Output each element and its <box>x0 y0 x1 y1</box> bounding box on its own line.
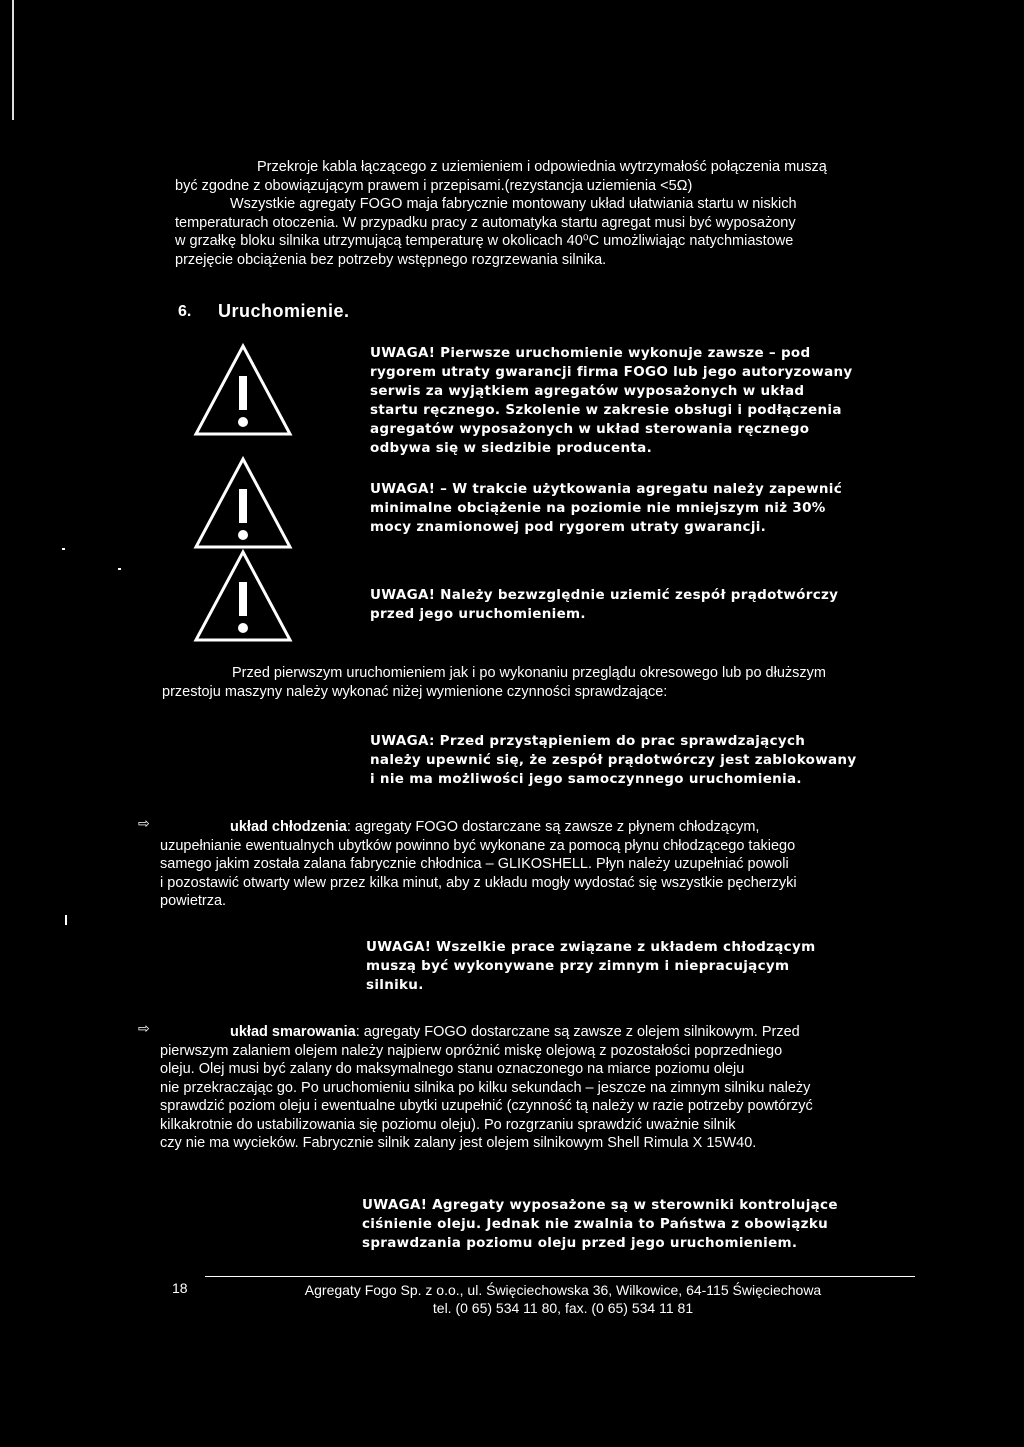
warning-line: przed jego uruchomieniem. <box>370 606 586 622</box>
cooling-paragraph <box>160 818 895 911</box>
before-start-paragraph <box>162 664 872 701</box>
scan-speck <box>65 915 67 925</box>
note-safety-lock <box>370 732 875 789</box>
warning-text-grounding <box>370 586 875 624</box>
note-line: muszą być wykonywane przy zimnym i niepracującym <box>366 958 790 974</box>
section-title: Uruchomienie. <box>218 301 350 321</box>
warning-line: minimalne obciążenie na poziomie nie mniejszym niż 30% <box>370 500 826 516</box>
cooling-first-rest: : agregaty FOGO dostarczane są zawsze z płynem chłodzącym, <box>346 819 760 835</box>
footer-address <box>258 1281 868 1317</box>
lubrication-heading: układ smarowania <box>230 1024 356 1040</box>
scan-edge-line <box>12 0 14 120</box>
lubrication-line: pierwszym zalaniem olejem należy najpierw opróżnić miskę olejową z pozostałości poprzedniego <box>160 1042 783 1059</box>
note-line: i nie ma możliwości jego samoczynnego uruchomienia. <box>370 771 802 787</box>
footer-address-line: Agregaty Fogo Sp. z o.o., ul. Święciechowska 36, Wilkowice, 64-115 Święciechowa <box>304 1282 822 1298</box>
intro-line: Wszystkie agregaty FOGO maja fabrycznie montowany układ ułatwiania startu w niskich <box>230 196 797 212</box>
section-number: 6. <box>178 303 192 320</box>
intro-paragraph <box>175 158 910 269</box>
note-line: silniku. <box>366 977 424 993</box>
warning-text-min-load <box>370 480 875 537</box>
note-line: należy upewnić się, że zespół prądotwórczy jest zablokowany <box>370 752 857 768</box>
warning-line: agregatów wyposażonych w układ sterowania ręcznego <box>370 421 810 437</box>
footer-address-line: tel. (0 65) 534 11 80, fax. (0 65) 534 11 81 <box>432 1300 694 1316</box>
warning-line: odbywa się w siedzibie producenta. <box>370 440 653 456</box>
note-cooling-cold-engine <box>366 938 871 995</box>
arrow-right-icon: ⇨ <box>138 815 150 831</box>
warning-line: serwis za wyjątkiem agregatów wyposażonych w układ <box>370 383 805 399</box>
arrow-right-icon: ⇨ <box>138 1020 150 1036</box>
warning-triangle-icon <box>192 548 294 644</box>
lubrication-line: nie przekraczając go. Po uruchomieniu silnika po kilku sekundach – jeszcze na zimnym silniku należy <box>160 1079 811 1096</box>
cooling-heading: układ chłodzenia <box>230 819 347 835</box>
lubrication-line: sprawdzić poziom oleju i ewentualne ubytki uzupełnić (czynność tą należy w razie potrzeby powtórzyć <box>160 1098 813 1114</box>
note-line: UWAGA: Przed przystąpieniem do prac sprawdzających <box>370 733 806 749</box>
cooling-line: uzupełnianie ewentualnych ubytków powinno być wykonane za pomocą płynu chłodzącego takiego <box>160 837 796 854</box>
cooling-first-line <box>160 818 895 837</box>
warning-line: UWAGA! – W trakcie użytkowania agregatu należy zapewnić <box>370 481 843 497</box>
intro-line: Przekroje kabla łączącego z uziemieniem i odpowiednia wytrzymałość połączenia muszą <box>257 159 827 175</box>
cooling-line: samego jakim została zalana fabrycznie chłodnica – GLIKOSHELL. Płyn należy uzupełniać powoli <box>160 856 789 872</box>
page-number: 18 <box>172 1280 188 1296</box>
lubrication-line: czy nie ma wycieków. Fabrycznie silnik zalany jest olejem silnikowym Shell Rimula X 15W40. <box>160 1135 757 1151</box>
lubrication-paragraph <box>160 1023 895 1153</box>
note-line: ciśnienie oleju. Jednak nie zwalnia to Państwa z obowiązku <box>362 1216 829 1232</box>
cooling-line: i pozostawić otwarty wlew przez kilka minut, aby z układu mogły wydostać się wszystkie pęcherzyki <box>160 874 797 891</box>
warning-line: mocy znamionowej pod rygorem utraty gwarancji. <box>370 519 767 535</box>
warning-line: rygorem utraty gwarancji firma FOGO lub jego autoryzowany <box>370 364 853 380</box>
intro-line: temperaturach otoczenia. W przypadku pracy z automatyka startu agregat musi być wyposażony <box>175 214 796 231</box>
warning-text-first-start <box>370 344 875 458</box>
warning-triangle-icon <box>192 455 294 551</box>
scan-speck <box>62 548 65 550</box>
note-oil-pressure <box>362 1196 872 1253</box>
warning-line: startu ręcznego. Szkolenie w zakresie obsługi i podłączenia <box>370 402 842 418</box>
scan-speck <box>118 568 121 570</box>
intro-line: w grzałkę bloku silnika utrzymującą temperaturę w okolicach 40⁰C umożliwiając natychmiastowe <box>175 233 794 249</box>
intro-line: przejęcie obciążenia bez potrzeby wstępnego rozgrzewania silnika. <box>175 251 607 268</box>
warning-line: UWAGA! Pierwsze uruchomienie wykonuje zawsze – pod <box>370 345 811 361</box>
warning-line: UWAGA! Należy bezwzględnie uziemić zespół prądotwórczy <box>370 587 839 603</box>
before-start-line: Przed pierwszym uruchomieniem jak i po wykonaniu przeglądu okresowego lub po dłuższym <box>232 665 826 681</box>
before-start-line: przestoju maszyny należy wykonać niżej wymienione czynności sprawdzające: <box>162 683 668 700</box>
note-line: sprawdzania poziomu oleju przed jego uruchomieniem. <box>362 1235 798 1251</box>
lubrication-first-rest: : agregaty FOGO dostarczane są zawsze z olejem silnikowym. Przed <box>355 1024 800 1040</box>
footer-rule <box>205 1276 915 1277</box>
lubrication-line: kilkakrotnie do ustabilizowania się poziomu oleju). Po rozgrzaniu sprawdzić uważnie silnik <box>160 1116 736 1133</box>
intro-line: być zgodne z obowiązującym prawem i przepisami.(rezystancja uziemienia <5Ω) <box>175 177 693 194</box>
lubrication-line: oleju. Olej musi być zalany do maksymalnego stanu oznaczonego na miarce poziomu oleju <box>160 1061 745 1077</box>
cooling-line: powietrza. <box>160 893 227 909</box>
warning-triangle-icon <box>192 342 294 438</box>
note-line: UWAGA! Wszelkie prace związane z układem chłodzącym <box>366 939 816 955</box>
lubrication-first-line <box>160 1023 895 1042</box>
note-line: UWAGA! Agregaty wyposażone są w sterowniki kontrolujące <box>362 1197 838 1213</box>
